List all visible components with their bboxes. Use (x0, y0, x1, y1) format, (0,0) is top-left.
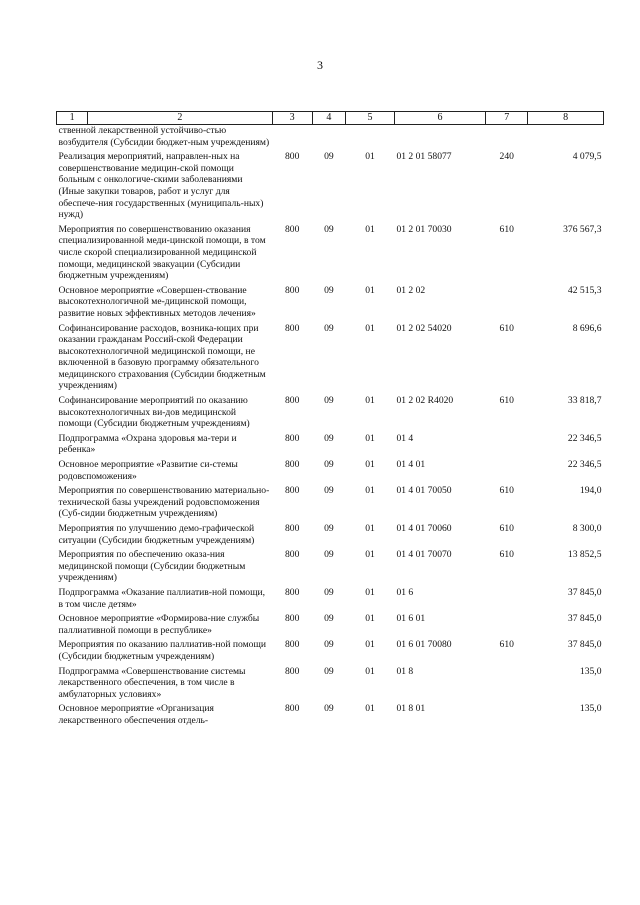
subsection-code-cell: 01 (365, 665, 375, 677)
target-article-cell: 01 6 (396, 586, 414, 598)
table-row (57, 433, 604, 459)
expense-type-cell (486, 285, 528, 323)
subsection-code-cell: 01 (365, 459, 375, 471)
amount-cell: 42 515,3 (567, 284, 602, 296)
expense-type-cell: 610 (499, 485, 514, 497)
ministry-code-cell: 800 (284, 703, 300, 715)
ministry-code-cell: 800 (284, 223, 300, 235)
expense-name-cell: Подпрограмма «Совершенствование системы лекарственного обеспечения, в том числе в амбулаторных условиях» (58, 665, 246, 700)
expense-type-cell: 610 (499, 395, 514, 407)
ministry-code-cell: 800 (284, 586, 300, 598)
expense-type-cell: 610 (499, 223, 514, 235)
ministry-code-cell: 800 (284, 485, 300, 497)
table-row (57, 703, 604, 729)
subsection-code-cell: 01 (365, 523, 375, 534)
target-article-cell: 01 4 01 (396, 459, 426, 471)
target-article-cell: 01 8 01 (396, 703, 426, 715)
table-row (57, 285, 604, 323)
amount-cell: 4 079,5 (572, 151, 602, 163)
expense-name-cell: Основное мероприятие «Формирова-ние службы паллиативной помощи в республике» (58, 613, 260, 636)
expense-name-cell: Подпрограмма «Оказание паллиатив-ной помощи, в том числе детям» (58, 586, 265, 610)
expense-type-cell: 610 (499, 523, 514, 534)
column-number: 7 (486, 112, 528, 125)
expense-name-cell: ственной лекарственной устойчиво-стью возбудителя (Субсидии бюджет-ным учреждениям) (58, 125, 270, 148)
target-article-cell: 01 2 02 (396, 284, 426, 296)
expense-name-cell: Мероприятия по обеспечению оказа-ния медицинской помощи (Субсидии бюджетным учреждениям) (58, 549, 246, 584)
table-row (57, 323, 604, 396)
expense-name-cell: Мероприятия по улучшению демо-графической ситуации (Субсидии бюджетным учреждениям) (58, 523, 255, 546)
column-number: 1 (57, 112, 88, 125)
section-code-cell: 09 (324, 549, 334, 561)
target-article-cell: 01 8 (396, 665, 414, 677)
table-row (57, 613, 604, 639)
ministry-code-cell: 800 (284, 639, 300, 651)
table-row (57, 549, 604, 587)
column-number: 4 (312, 112, 345, 125)
amount-cell: 22 346,5 (567, 432, 602, 444)
amount-cell: 13 852,5 (567, 549, 602, 561)
amount-cell: 37 845,0 (567, 586, 602, 598)
column-number: 2 (88, 112, 273, 125)
expense-type-cell (486, 125, 528, 152)
amount-cell: 135,0 (579, 665, 602, 677)
target-article-cell: 01 4 01 70050 (396, 485, 452, 497)
amount-cell: 8 300,0 (572, 523, 602, 534)
expense-name-cell: Реализация мероприятий, направлен-ных на совершенствование медицин-ской помощи больным с онкологиче-скими заболеваниями (Иные закупки товаров, работ и услуг для обеспече-ния государственных (муниципаль-ных) нужд) (58, 151, 264, 221)
ministry-code-cell: 800 (284, 549, 300, 561)
subsection-code-cell: 01 (365, 322, 375, 334)
ministry-code-cell: 800 (284, 523, 300, 534)
amount-cell: 376 567,3 (563, 223, 602, 235)
section-code-cell: 09 (324, 322, 334, 334)
table-row (57, 523, 604, 549)
expense-type-cell: 610 (499, 639, 514, 651)
section-code-cell: 09 (324, 223, 334, 235)
target-article-cell: 01 2 01 70030 (396, 223, 452, 235)
section-code-cell: 09 (324, 639, 334, 651)
amount-cell: 33 818,7 (567, 395, 602, 407)
expense-name-cell: Мероприятия по совершенствованию оказания специализированной меди-цинской помощи, в том числе скорой специализированной медицинской помощи, медицинской эвакуации (Субсидии бюджетным учреждениям) (58, 223, 266, 282)
target-article-cell (394, 125, 485, 152)
section-code-cell: 09 (324, 151, 334, 163)
amount-cell: 8 696,6 (572, 322, 602, 334)
amount-cell (528, 125, 604, 152)
table-row (57, 459, 604, 485)
budget-table (56, 111, 604, 730)
subsection-code-cell: 01 (365, 613, 375, 625)
ministry-code-cell: 800 (284, 459, 300, 471)
amount-cell: 22 346,5 (567, 459, 602, 471)
column-number: 8 (528, 112, 604, 125)
amount-cell: 135,0 (579, 703, 602, 715)
table-row (57, 485, 604, 523)
section-code-cell: 09 (324, 703, 334, 715)
subsection-code-cell: 01 (365, 223, 375, 235)
target-article-cell: 01 2 01 58077 (396, 151, 452, 163)
subsection-code-cell: 01 (365, 432, 375, 444)
column-number: 6 (394, 112, 485, 125)
section-code-cell: 09 (324, 395, 334, 407)
ministry-code-cell: 800 (284, 432, 300, 444)
ministry-code-cell: 800 (284, 322, 300, 334)
expense-type-cell (486, 613, 528, 639)
expense-name-cell: Софинансирование расходов, возника-ющих при оказании гражданам Россий-ской Федерации высокотехнологичной медицинской помощи, не включенной в базовую программу обязательного медицинского страхования (Субсидии бюджетным учреждениям) (58, 322, 266, 392)
ministry-code-cell: 800 (284, 665, 300, 677)
expense-type-cell: 610 (499, 549, 514, 561)
section-code-cell: 09 (324, 459, 334, 471)
table-row (57, 224, 604, 285)
amount-cell: 194,0 (579, 485, 602, 497)
column-number-row (57, 112, 604, 125)
table-row (57, 151, 604, 224)
subsection-code-cell: 01 (365, 395, 375, 407)
section-code-cell: 09 (324, 586, 334, 598)
expense-type-cell (486, 433, 528, 459)
section-code-cell: 09 (324, 284, 334, 296)
ministry-code-cell: 800 (284, 284, 300, 296)
section-code-cell: 09 (324, 665, 334, 677)
amount-cell: 37 845,0 (567, 639, 602, 651)
subsection-code-cell: 01 (365, 639, 375, 651)
subsection-code-cell: 01 (365, 151, 375, 163)
target-article-cell: 01 2 02 54020 (396, 322, 452, 334)
table-row (57, 395, 604, 433)
target-article-cell: 01 4 (396, 432, 414, 444)
table-row (57, 666, 604, 704)
ministry-code-cell (272, 125, 312, 152)
section-code-cell: 09 (324, 432, 334, 444)
subsection-code-cell: 01 (365, 549, 375, 561)
ministry-code-cell: 800 (284, 151, 300, 163)
expense-type-cell (486, 587, 528, 613)
expense-type-cell: 610 (499, 322, 514, 334)
page-number: 3 (317, 58, 323, 72)
subsection-code-cell: 01 (365, 703, 375, 715)
section-code-cell: 09 (324, 613, 334, 625)
expense-type-cell (486, 459, 528, 485)
target-article-cell: 01 6 01 70080 (396, 639, 452, 651)
expense-name-cell: Мероприятия по совершенствованию материально-технической базы учреждений родовспоможения (Суб-сидии бюджетным учреждениям) (58, 485, 270, 520)
expense-type-cell (486, 703, 528, 729)
expense-name-cell: Основное мероприятие «Развитие си-стемы родовспоможения» (58, 459, 238, 482)
amount-cell: 37 845,0 (567, 613, 602, 625)
table-row (57, 125, 604, 152)
subsection-code-cell: 01 (365, 485, 375, 497)
expense-name-cell: Мероприятия по оказанию паллиатив-ной помощи (Субсидии бюджетным учреждениям) (58, 639, 267, 662)
section-code-cell: 09 (324, 485, 334, 497)
expense-name-cell: Основное мероприятие «Совершен-ствование высокотехнологичной ме-дицинской помощи, развитие новых эффективных методов лечения» (58, 284, 256, 319)
target-article-cell: 01 2 02 R4020 (396, 395, 454, 407)
section-code-cell (312, 125, 345, 152)
table-row (57, 639, 604, 665)
expense-name-cell: Подпрограмма «Охрана здоровья ма-тери и ребенка» (58, 432, 237, 456)
column-number: 3 (272, 112, 312, 125)
subsection-code-cell: 01 (365, 284, 375, 296)
section-code-cell: 09 (324, 523, 334, 534)
expense-name-cell: Софинансирование мероприятий по оказанию высокотехнологичных ви-дов медицинской помощи (Субсидии бюджетным учреждениям) (58, 395, 250, 430)
table-row (57, 587, 604, 613)
target-article-cell: 01 4 01 70070 (396, 549, 452, 561)
ministry-code-cell: 800 (284, 613, 300, 625)
subsection-code-cell (346, 125, 395, 152)
target-article-cell: 01 4 01 70060 (396, 523, 452, 534)
column-number: 5 (346, 112, 395, 125)
expense-type-cell (486, 666, 528, 704)
target-article-cell: 01 6 01 (396, 613, 426, 625)
expense-type-cell: 240 (499, 151, 514, 163)
ministry-code-cell: 800 (284, 395, 300, 407)
expense-name-cell: Основное мероприятие «Организация лекарственного обеспечения отдель- (58, 703, 214, 726)
subsection-code-cell: 01 (365, 586, 375, 598)
